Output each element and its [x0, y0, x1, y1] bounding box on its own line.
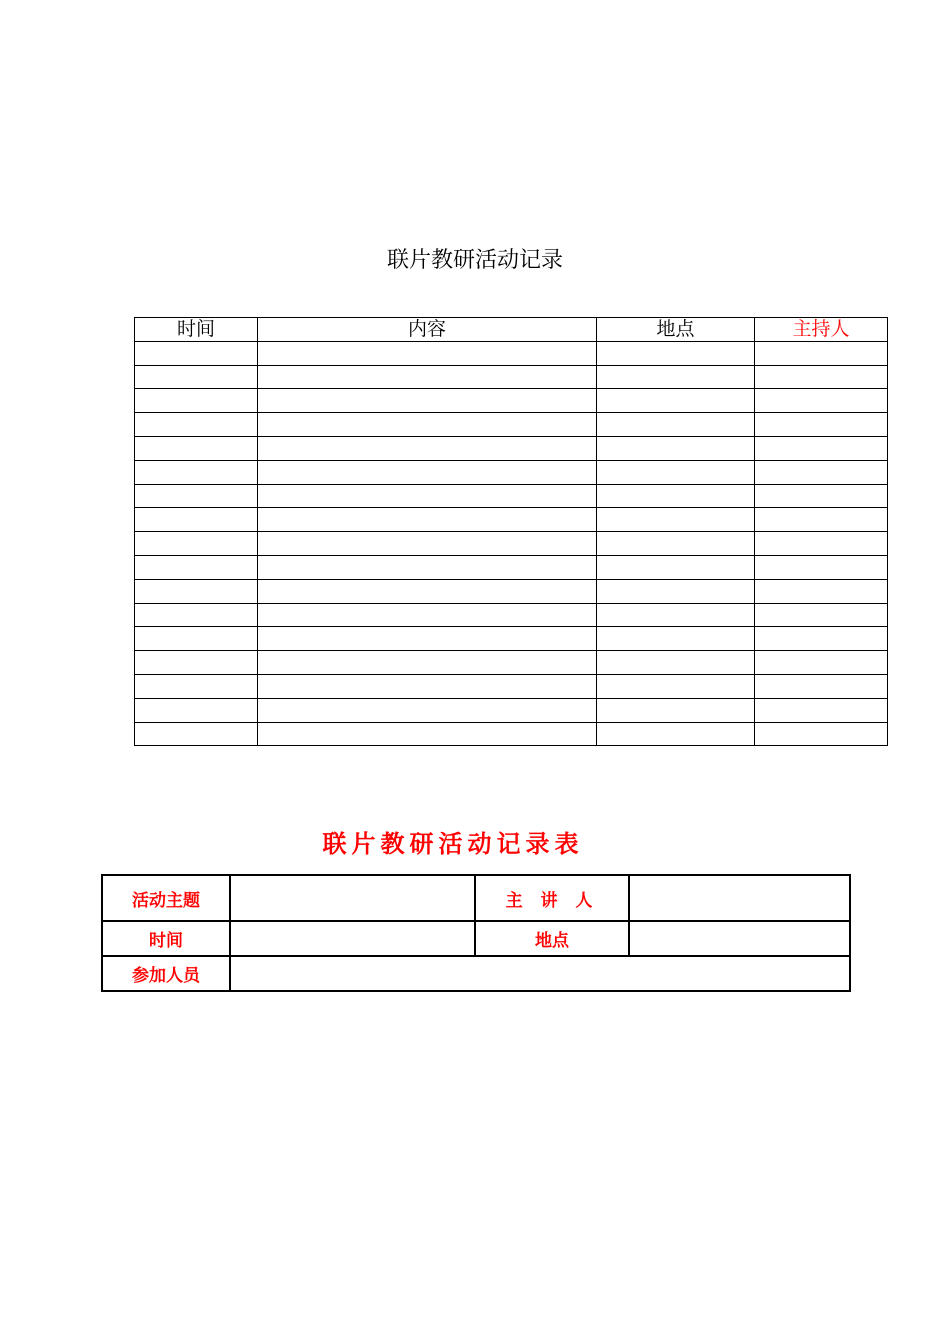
time-field[interactable]: [230, 921, 475, 956]
content-cell[interactable]: [258, 555, 597, 579]
place-cell[interactable]: [597, 460, 755, 484]
table-row: [135, 532, 888, 556]
theme-label: 活动主题: [102, 875, 230, 921]
time-cell[interactable]: [135, 627, 258, 651]
host-cell[interactable]: [755, 579, 888, 603]
time-cell[interactable]: [135, 674, 258, 698]
content-cell[interactable]: [258, 722, 597, 746]
host-cell[interactable]: [755, 484, 888, 508]
table-row: [135, 722, 888, 746]
content-cell[interactable]: [258, 389, 597, 413]
table-row: [135, 341, 888, 365]
place-cell[interactable]: [597, 674, 755, 698]
table-row: [135, 436, 888, 460]
table-row: [135, 674, 888, 698]
header-place: 地点: [597, 318, 755, 342]
content-cell[interactable]: [258, 341, 597, 365]
time-label: 时间: [102, 921, 230, 956]
place-cell[interactable]: [597, 436, 755, 460]
time-cell[interactable]: [135, 484, 258, 508]
place-cell[interactable]: [597, 532, 755, 556]
theme-field[interactable]: [230, 875, 475, 921]
header-host: 主持人: [755, 318, 888, 342]
host-cell[interactable]: [755, 436, 888, 460]
table-row: [135, 651, 888, 675]
table-row: [135, 460, 888, 484]
activity-record-form: [101, 874, 851, 992]
table-row: [135, 555, 888, 579]
time-cell[interactable]: [135, 389, 258, 413]
time-cell[interactable]: [135, 698, 258, 722]
content-cell[interactable]: [258, 627, 597, 651]
host-cell[interactable]: [755, 341, 888, 365]
place-cell[interactable]: [597, 413, 755, 437]
host-cell[interactable]: [755, 532, 888, 556]
host-cell[interactable]: [755, 722, 888, 746]
host-cell[interactable]: [755, 603, 888, 627]
content-cell[interactable]: [258, 603, 597, 627]
place-cell[interactable]: [597, 722, 755, 746]
content-cell[interactable]: [258, 698, 597, 722]
time-cell[interactable]: [135, 365, 258, 389]
log-table-body: [135, 341, 888, 746]
form-row-theme: [102, 875, 850, 921]
host-cell[interactable]: [755, 674, 888, 698]
time-cell[interactable]: [135, 341, 258, 365]
host-cell[interactable]: [755, 627, 888, 651]
form-row-participants: [102, 956, 850, 991]
content-cell[interactable]: [258, 460, 597, 484]
record-form-title: 联片教研活动记录表: [322, 829, 584, 858]
host-cell[interactable]: [755, 651, 888, 675]
table-row: [135, 698, 888, 722]
place-field[interactable]: [629, 921, 850, 956]
content-cell[interactable]: [258, 436, 597, 460]
table-row: [135, 508, 888, 532]
place-cell[interactable]: [597, 484, 755, 508]
content-cell[interactable]: [258, 508, 597, 532]
time-cell[interactable]: [135, 436, 258, 460]
time-cell[interactable]: [135, 508, 258, 532]
time-cell[interactable]: [135, 651, 258, 675]
place-label: 地点: [475, 921, 629, 956]
time-cell[interactable]: [135, 555, 258, 579]
table-row: [135, 627, 888, 651]
participants-field[interactable]: [230, 956, 850, 991]
table-row: [135, 413, 888, 437]
speaker-field[interactable]: [629, 875, 850, 921]
time-cell[interactable]: [135, 579, 258, 603]
host-cell[interactable]: [755, 365, 888, 389]
header-content: 内容: [258, 318, 597, 342]
table-row: [135, 603, 888, 627]
host-cell[interactable]: [755, 508, 888, 532]
log-title: 联片教研活动记录: [386, 248, 563, 273]
speaker-label: 主 讲 人: [475, 875, 629, 921]
content-cell[interactable]: [258, 651, 597, 675]
time-cell[interactable]: [135, 413, 258, 437]
table-row: [135, 365, 888, 389]
place-cell[interactable]: [597, 555, 755, 579]
host-cell[interactable]: [755, 389, 888, 413]
place-cell[interactable]: [597, 698, 755, 722]
place-cell[interactable]: [597, 651, 755, 675]
table-row: [135, 389, 888, 413]
place-cell[interactable]: [597, 365, 755, 389]
participants-label: 参加人员: [102, 956, 230, 991]
time-cell[interactable]: [135, 460, 258, 484]
time-cell[interactable]: [135, 532, 258, 556]
activity-log-table: [134, 317, 888, 746]
place-cell[interactable]: [597, 579, 755, 603]
content-cell[interactable]: [258, 365, 597, 389]
content-cell[interactable]: [258, 579, 597, 603]
place-cell[interactable]: [597, 389, 755, 413]
host-cell[interactable]: [755, 698, 888, 722]
header-time: 时间: [135, 318, 258, 342]
place-cell[interactable]: [597, 627, 755, 651]
content-cell[interactable]: [258, 413, 597, 437]
place-cell[interactable]: [597, 508, 755, 532]
table-row: [135, 484, 888, 508]
place-cell[interactable]: [597, 341, 755, 365]
time-cell[interactable]: [135, 603, 258, 627]
form-row-time: [102, 921, 850, 956]
content-cell[interactable]: [258, 484, 597, 508]
content-cell[interactable]: [258, 674, 597, 698]
host-cell[interactable]: [755, 555, 888, 579]
table-row: [135, 579, 888, 603]
host-cell[interactable]: [755, 460, 888, 484]
place-cell[interactable]: [597, 603, 755, 627]
content-cell[interactable]: [258, 532, 597, 556]
time-cell[interactable]: [135, 722, 258, 746]
host-cell[interactable]: [755, 413, 888, 437]
table-header-row: [135, 318, 888, 342]
